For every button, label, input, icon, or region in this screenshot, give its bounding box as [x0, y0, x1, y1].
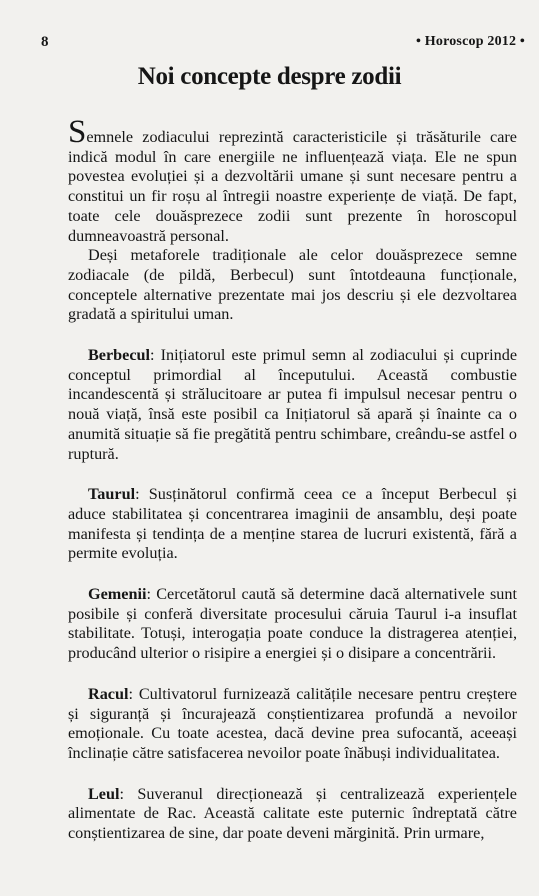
running-head: • Horoscop 2012 •	[415, 34, 525, 49]
intro-paragraph-2: Deși metaforele tradiționale ale celor douăsprezece semne zodiacale (de pildă, Berbecul) sunt întotdeauna funcționale, conceptele alternative prezentate mai jos descriu și ele dezvoltarea gradată a spiritului uman.	[68, 246, 517, 324]
intro-paragraph-1	[68, 114, 517, 246]
sign-description: : Cultivatorul furnizează calitățile necesare pentru creștere și siguranță și încurajează conștientizarea profundă a nevoilor emoționale. Cu toate acestea, dacă devine prea sufocantă, aceeași înclinație către satisfacerea nevoilor poate înăbuși individualitatea.	[68, 684, 517, 762]
sign-name: Leul	[88, 784, 120, 803]
sign-name: Racul	[88, 684, 129, 703]
intro-paragraph-1-text: emnele zodiacului reprezintă caracteristicile și trăsăturile care indică modul în care energiile ne influențează viața. Ele ne spun povestea evoluției și a dezvoltării umane și sunt necesare pentru a constitui un fir roșu al întregii noastre experiențe de viață. De fapt, toate cele douăsprezece zodii sunt prezente în horoscopul dumneavoastră personal.	[68, 128, 517, 245]
sign-paragraph-berbecul	[68, 346, 517, 464]
sign-description: : Inițiatorul este primul semn al zodiacului și cuprinde conceptul primordial al începutului. Această combustie incandescentă și strălucitoare ar putea fi impulsul necesar pentru o nouă viață, însă este posibil ca Inițiatorul să apară și înainte ca o anumită situație să fie pregătită pentru schimbare, creându-se astfel o ruptură.	[68, 346, 517, 463]
body-text	[68, 114, 517, 844]
page-number: 8	[41, 34, 49, 50]
sign-description: : Suveranul direcționează și centralizează experiențele alimentate de Rac. Această calitate este puternic îndreptată către conștientizarea de sine, dar poate deveni mărginită. Prin urmare,	[68, 784, 517, 843]
drop-cap: S	[68, 114, 87, 150]
sign-paragraph-gemenii	[68, 585, 517, 664]
sign-paragraph-taurul	[68, 485, 517, 564]
chapter-title: Noi concepte despre zodii	[137, 63, 402, 90]
sign-paragraph-leul	[68, 785, 517, 844]
sign-description: : Susținătorul confirmă ceea ce a început Berbecul și aduce stabilitatea și concentrarea imaginii de ansamblu, deși poate manifesta și tendința de a menține starea de lucruri existentă, fără a permite evoluția.	[68, 485, 517, 563]
sign-paragraph-racul	[68, 685, 517, 764]
sign-description: : Cercetătorul caută să determine dacă alternativele sunt posibile și conferă diversitate procesului căruia Taurul i-a insuflat stabilitate. Totuși, interogația poate conduce la distragerea atenției, producând ulterior o risipire a energiei și o disipare a concentrării.	[68, 585, 517, 663]
sign-name: Gemenii	[88, 585, 147, 604]
sign-name: Taurul	[88, 485, 136, 504]
sign-name: Berbecul	[88, 346, 151, 365]
page-header	[0, 34, 539, 52]
